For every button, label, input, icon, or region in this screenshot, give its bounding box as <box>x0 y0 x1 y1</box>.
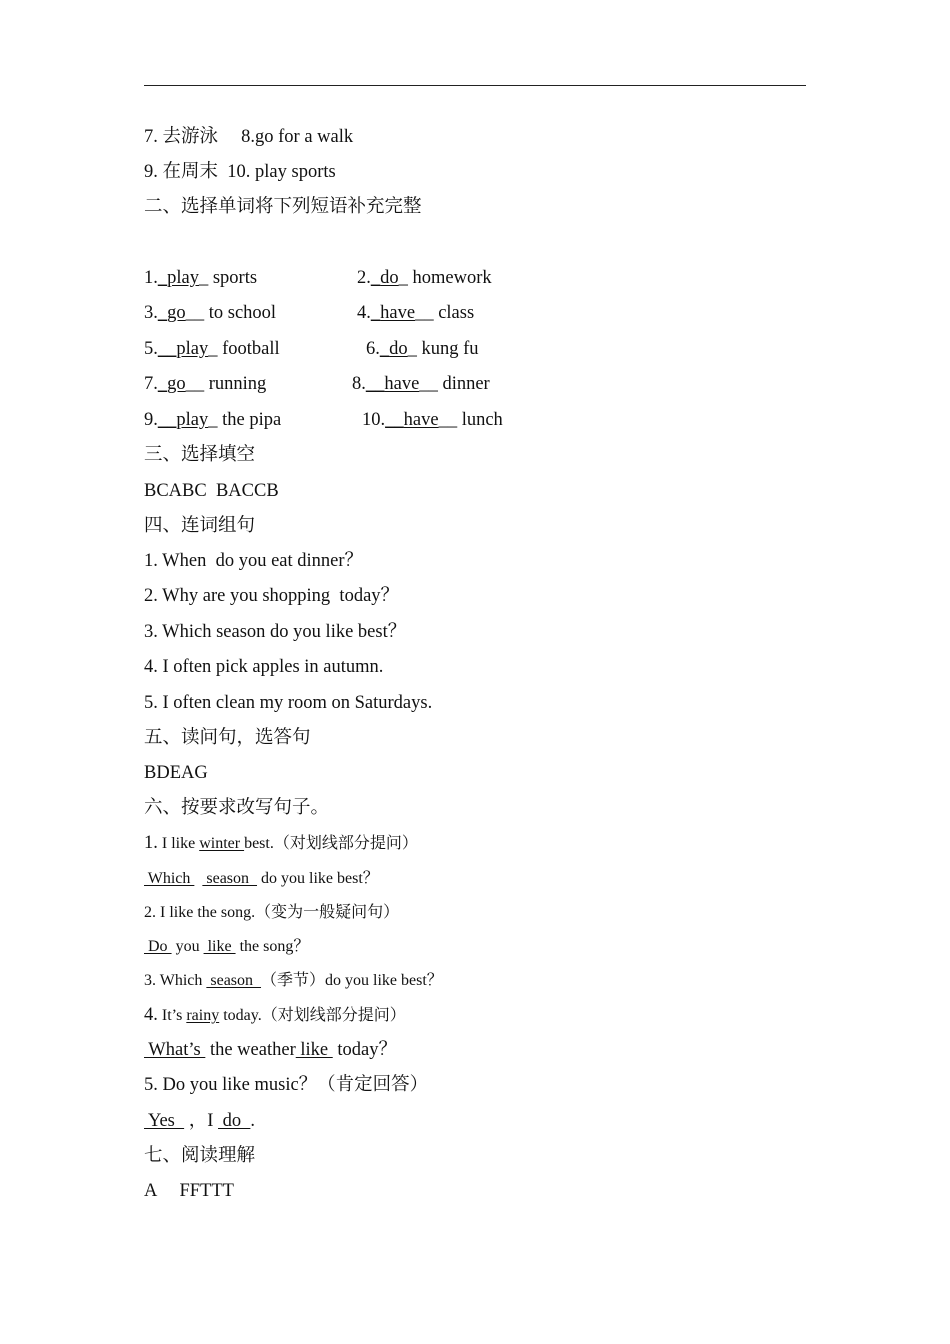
phrase-item: 7._go__ running <box>144 374 267 394</box>
vocab-9: 9. 在周末 <box>144 162 219 182</box>
rewrite-q1: 1. I like winter best.（对划线部分提问） <box>144 833 418 853</box>
phrase-item: 8.__have__ dinner <box>352 374 490 394</box>
section5-answers: BDEAG <box>144 763 208 783</box>
vocab-line-9-10 <box>144 161 336 183</box>
sentence-line: 5. I often clean my room on Saturdays. <box>144 693 433 713</box>
rewrite-q2: 2. I like the song.（变为一般疑问句） <box>144 904 400 921</box>
reading-answers: FFTTT <box>179 1181 234 1201</box>
passage-label: A <box>144 1181 157 1201</box>
sentence-line: 4. I often pick apples in autumn. <box>144 657 384 677</box>
section4-heading: 四、连词组句 <box>144 516 256 536</box>
vocab-line-7-8 <box>144 126 353 148</box>
phrase-item: 4._have__ class <box>357 303 475 323</box>
phrase-item: 2._do_ homework <box>357 268 492 288</box>
phrase-item: 10.__have__ lunch <box>362 410 503 430</box>
rewrite-a1: Which season do you like best？ <box>144 870 379 887</box>
phrase-item: 1._play_ sports <box>144 268 258 288</box>
section7-heading: 七、阅读理解 <box>144 1146 256 1166</box>
section2-heading: 二、选择单词将下列短语补充完整 <box>144 197 422 217</box>
header-rule <box>144 85 806 86</box>
phrase-item: 3._go__ to school <box>144 303 277 323</box>
phrase-item: 5.__play_ football <box>144 339 280 359</box>
sentence-line: 1. When do you eat dinner？ <box>144 551 364 571</box>
sentence-line: 3. Which season do you like best？ <box>144 622 407 642</box>
rewrite-q5: 5. Do you like music？（肯定回答） <box>144 1075 429 1095</box>
rewrite-a2: Do you like the song？ <box>144 938 310 955</box>
rewrite-a5: Yes ，I do . <box>144 1111 256 1131</box>
rewrite-a4: What’s the weather like today？ <box>144 1040 397 1060</box>
section3-heading: 三、选择填空 <box>144 445 256 465</box>
vocab-8: 8.go for a walk <box>241 127 354 147</box>
section5-heading: 五、读问句，选答句 <box>144 728 311 748</box>
sentence-line: 2. Why are you shopping today？ <box>144 586 400 606</box>
section6-heading: 六、按要求改写句子。 <box>144 798 330 818</box>
phrase-item: 9.__play_ the pipa <box>144 410 282 430</box>
vocab-7: 7. 去游泳 <box>144 127 219 147</box>
rewrite-q3: 3. Which season （季节）do you like best？ <box>144 972 443 989</box>
section3-answers: BCABC BACCB <box>144 481 279 501</box>
rewrite-q4: 4. It’s rainy today.（对划线部分提问） <box>144 1005 406 1025</box>
phrase-item: 6._do_ kung fu <box>366 339 479 359</box>
vocab-10: 10. play sports <box>227 162 336 182</box>
section7-answers <box>144 1180 234 1202</box>
